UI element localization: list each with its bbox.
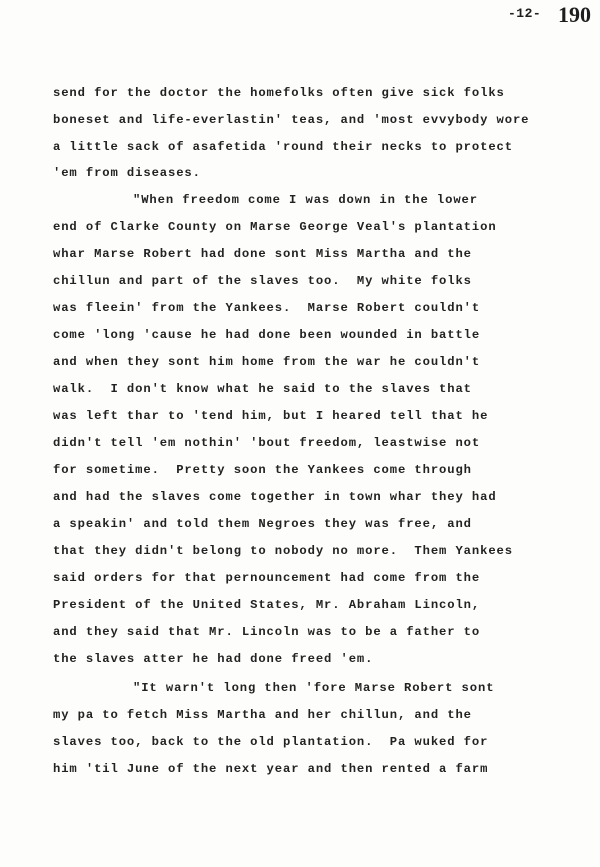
text-line: said orders for that pernouncement had come from the (53, 571, 481, 585)
text-line: him 'til June of the next year and then rented a farm (53, 762, 489, 776)
text-line: didn't tell 'em nothin' 'bout freedom, leastwise not (53, 436, 481, 450)
text-line: and had the slaves come together in town whar they had (53, 490, 497, 504)
page-number: -12- (508, 6, 542, 21)
text-line: and they said that Mr. Lincoln was to be a father to (53, 625, 481, 639)
text-line: was fleein' from the Yankees. Marse Robert couldn't (53, 301, 481, 315)
text-line: 'em from diseases. (53, 166, 201, 180)
text-line: slaves too, back to the old plantation. Pa wuked for (53, 735, 489, 749)
stamp-number: 190 (558, 2, 591, 27)
text-line: "It warn't long then 'fore Marse Robert sont (133, 681, 495, 695)
text-line: chillun and part of the slaves too. My white folks (53, 274, 472, 288)
text-line: a little sack of asafetida 'round their necks to protect (53, 140, 513, 154)
text-line: President of the United States, Mr. Abraham Lincoln, (53, 598, 481, 612)
text-line: the slaves atter he had done freed 'em. (53, 652, 374, 666)
text-line: "When freedom come I was down in the lower (133, 193, 478, 207)
text-line: was left thar to 'tend him, but I heared tell that he (53, 409, 489, 423)
text-line: walk. I don't know what he said to the slaves that (53, 382, 472, 396)
text-line: whar Marse Robert had done sont Miss Martha and the (53, 247, 472, 261)
text-line: come 'long 'cause he had done been wounded in battle (53, 328, 481, 342)
text-line: that they didn't belong to nobody no more. Them Yankees (53, 544, 513, 558)
text-line: end of Clarke County on Marse George Veal's plantation (53, 220, 497, 234)
text-line: a speakin' and told them Negroes they was free, and (53, 517, 472, 531)
text-line: send for the doctor the homefolks often give sick folks (53, 86, 505, 100)
text-line: and when they sont him home from the war he couldn't (53, 355, 481, 369)
text-line: my pa to fetch Miss Martha and her chillun, and the (53, 708, 472, 722)
text-line: for sometime. Pretty soon the Yankees come through (53, 463, 472, 477)
text-line: boneset and life-everlastin' teas, and 'most evvybody wore (53, 113, 530, 127)
